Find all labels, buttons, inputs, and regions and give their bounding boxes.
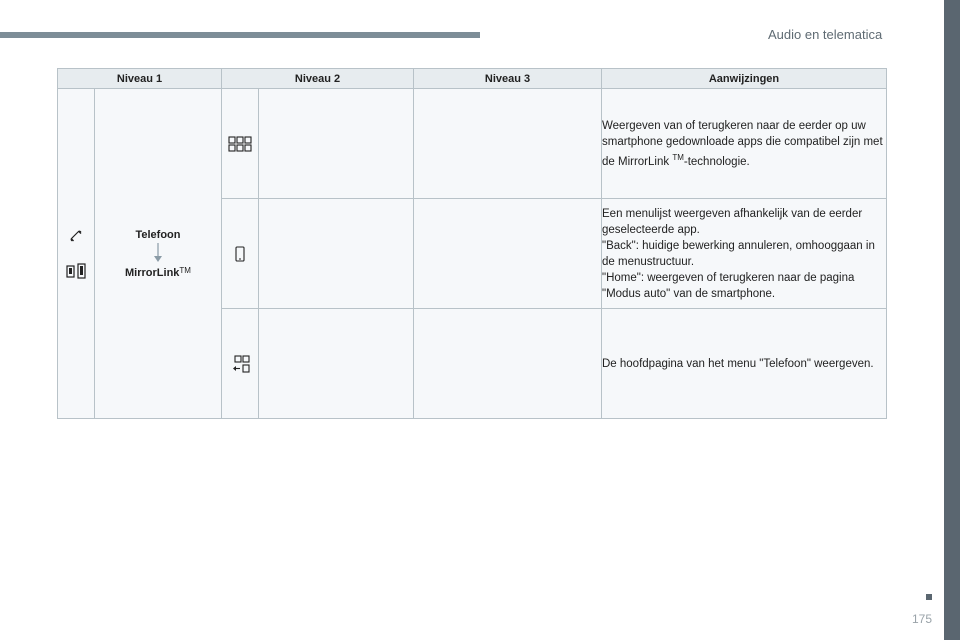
description-text-end: -technologie. [683, 155, 750, 168]
arrow-down-icon [153, 243, 163, 263]
page-number: 175 [912, 612, 933, 626]
description-text: Weergeven van of terugkeren naar de eerder op uw smartphone gedownloade apps die compatibel zijn met de MirrorLink [602, 119, 883, 168]
menu-structure-table [57, 68, 887, 419]
level2-empty-cell [259, 89, 414, 199]
level3-empty-cell [414, 199, 602, 309]
page-marker [926, 594, 932, 600]
level2-empty-cell [259, 309, 414, 419]
column-header-aanwijzingen: Aanwijzingen [602, 69, 887, 89]
phone-home-icon [230, 355, 250, 373]
level1-label-telefoon: Telefoon [135, 228, 181, 241]
page-edge-strip [944, 0, 960, 640]
level1-label-mirrorlink: MirrorLink [125, 266, 180, 279]
level2-icon-cell [222, 89, 259, 199]
description-cell [602, 89, 887, 199]
description-cell: De hoofdpagina van het menu "Telefoon" weergeven. [602, 309, 887, 419]
level2-empty-cell [259, 199, 414, 309]
description-line: "Home": weergeven of terugkeren naar de pagina "Modus auto" van de smartphone. [602, 271, 855, 300]
trademark-superscript: TM [672, 152, 684, 162]
level2-icon-cell [222, 309, 259, 419]
column-header-niveau-1: Niveau 1 [58, 69, 222, 89]
description-cell [602, 199, 887, 309]
level2-icon-cell [222, 199, 259, 309]
level3-empty-cell [414, 309, 602, 419]
top-accent-bar [0, 32, 480, 38]
level1-icons-cell [58, 89, 95, 419]
table-header-row [58, 69, 887, 89]
smartphone-icon [235, 246, 245, 262]
table-row [58, 89, 887, 199]
smartphone-mirror-icon [66, 263, 86, 279]
level1-label-cell [95, 89, 222, 419]
trademark-suffix: TM [179, 265, 191, 275]
level3-empty-cell [414, 89, 602, 199]
apps-grid-icon [228, 136, 252, 152]
column-header-niveau-2: Niveau 2 [222, 69, 414, 89]
phone-handset-icon [69, 229, 83, 243]
description-line: Een menulijst weergeven afhankelijk van de eerder geselecteerde app. [602, 207, 863, 236]
description-line: "Back": huidige bewerking annuleren, omhooggaan in de menustructuur. [602, 239, 875, 268]
column-header-niveau-3: Niveau 3 [414, 69, 602, 89]
section-title: Audio en telematica [768, 27, 883, 42]
